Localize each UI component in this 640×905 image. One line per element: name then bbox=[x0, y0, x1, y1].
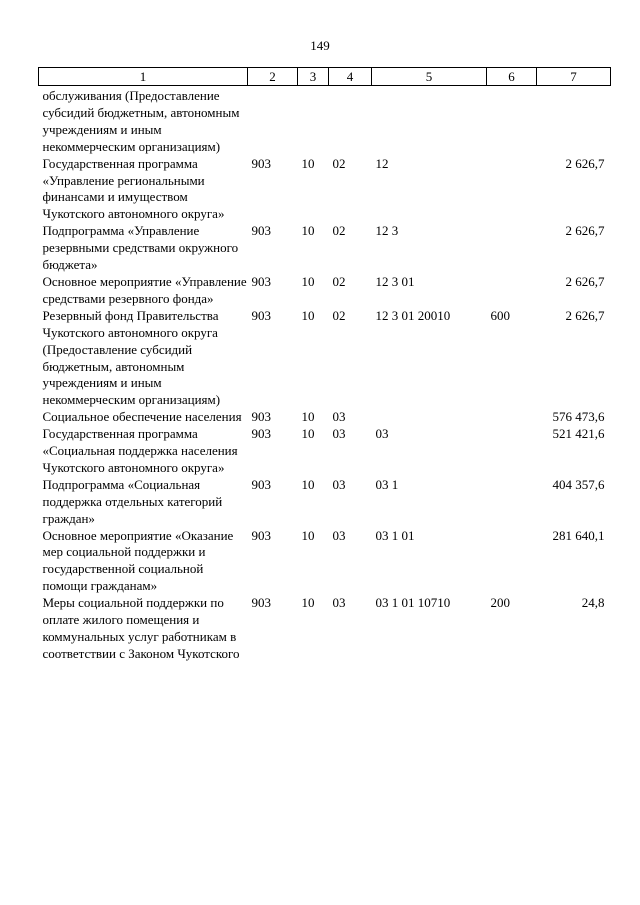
header-row bbox=[39, 68, 611, 86]
row-target-article: 12 3 bbox=[375, 223, 399, 239]
row-subsection: 03 bbox=[332, 476, 346, 492]
row-admin-code: 903 bbox=[251, 426, 271, 442]
row-expense-type bbox=[487, 409, 537, 426]
row-name: Основное мероприятие «Оказание мер социальной поддержки и государственной социальной помощи гражданам» bbox=[42, 527, 234, 594]
row-section: 10 bbox=[301, 409, 315, 425]
row-subsection: 02 bbox=[332, 307, 346, 323]
row-amount: 2 626,7 bbox=[565, 155, 605, 171]
row-amount: 24,8 bbox=[581, 595, 605, 611]
column-header-4: 4 bbox=[329, 68, 372, 86]
row-name: Подпрограмма «Управление резервными средствами окружного бюджета» bbox=[42, 223, 239, 273]
column-header-2: 2 bbox=[248, 68, 298, 86]
row-expense-type bbox=[487, 426, 537, 477]
table-row bbox=[39, 528, 611, 596]
row-expense-type bbox=[487, 223, 537, 274]
row-admin-code: 903 bbox=[251, 307, 271, 323]
row-section bbox=[298, 86, 329, 156]
row-amount: 2 626,7 bbox=[565, 223, 605, 239]
row-subsection: 02 bbox=[332, 155, 346, 171]
table-row bbox=[39, 426, 611, 477]
column-header-1: 1 bbox=[39, 68, 248, 86]
row-amount: 281 640,1 bbox=[552, 527, 605, 543]
row-expense-type bbox=[487, 528, 537, 596]
table-row bbox=[39, 156, 611, 224]
row-section: 10 bbox=[301, 595, 315, 611]
row-expense-type: 200 bbox=[490, 595, 510, 611]
row-section: 10 bbox=[301, 426, 315, 442]
row-target-article: 12 3 01 bbox=[375, 273, 415, 289]
row-section: 10 bbox=[301, 223, 315, 239]
table-row bbox=[39, 409, 611, 426]
row-subsection: 03 bbox=[332, 595, 346, 611]
row-amount: 2 626,7 bbox=[565, 273, 605, 289]
row-target-article bbox=[372, 409, 487, 426]
row-admin-code: 903 bbox=[251, 409, 271, 425]
row-target-article: 03 1 01 10710 bbox=[375, 595, 451, 611]
row-name: Государственная программа «Управление региональными финансами и имуществом Чукотского автономного округа» bbox=[42, 155, 225, 222]
row-section: 10 bbox=[301, 273, 315, 289]
row-name: Основное мероприятие «Управление средствами резервного фонда» bbox=[42, 273, 247, 306]
table-body bbox=[39, 86, 611, 663]
row-subsection: 02 bbox=[332, 223, 346, 239]
row-expense-type bbox=[487, 477, 537, 528]
row-admin-code: 903 bbox=[251, 223, 271, 239]
row-expense-type bbox=[487, 274, 537, 308]
row-amount: 576 473,6 bbox=[552, 409, 605, 425]
table-row bbox=[39, 223, 611, 274]
row-subsection: 02 bbox=[332, 273, 346, 289]
row-section: 10 bbox=[301, 307, 315, 323]
row-admin-code: 903 bbox=[251, 155, 271, 171]
row-amount bbox=[537, 86, 611, 156]
page-number: 149 bbox=[310, 38, 330, 53]
table-header bbox=[39, 68, 611, 86]
row-section: 10 bbox=[301, 527, 315, 543]
row-admin-code bbox=[248, 86, 298, 156]
table-row bbox=[39, 308, 611, 409]
column-header-7: 7 bbox=[537, 68, 611, 86]
table-row bbox=[39, 477, 611, 528]
row-amount: 521 421,6 bbox=[552, 426, 605, 442]
row-admin-code: 903 bbox=[251, 595, 271, 611]
row-name: Меры социальной поддержки по оплате жилого помещения и коммунальных услуг работникам в соответствии с Законом Чукотского bbox=[42, 595, 240, 661]
column-header-5: 5 bbox=[372, 68, 487, 86]
row-admin-code: 903 bbox=[251, 527, 271, 543]
column-header-3: 3 bbox=[298, 68, 329, 86]
table-row bbox=[39, 86, 611, 156]
row-section: 10 bbox=[301, 476, 315, 492]
row-admin-code: 903 bbox=[251, 476, 271, 492]
row-subsection: 03 bbox=[332, 527, 346, 543]
row-admin-code: 903 bbox=[251, 273, 271, 289]
row-subsection: 03 bbox=[332, 426, 346, 442]
row-target-article: 03 1 01 bbox=[375, 527, 415, 543]
row-section: 10 bbox=[301, 155, 315, 171]
row-amount: 404 357,6 bbox=[552, 476, 605, 492]
row-name: Подпрограмма «Социальная поддержка отдельных категорий граждан» bbox=[42, 476, 223, 526]
row-name: обслуживания (Предоставление субсидий бюджетным, автономным учреждениям и иным некоммерческим организациям) bbox=[42, 88, 240, 154]
table-row bbox=[39, 595, 611, 663]
row-target-article: 03 bbox=[375, 426, 389, 442]
row-target-article: 12 bbox=[375, 155, 389, 171]
row-subsection: 03 bbox=[332, 409, 346, 425]
table-row bbox=[39, 274, 611, 308]
row-target-article: 12 3 01 20010 bbox=[375, 307, 451, 323]
row-name: Резервный фонд Правительства Чукотского автономного округа (Предоставление субсидий бюджетным, автономным учреждениям и иным некоммерческим организациям) bbox=[42, 307, 221, 408]
budget-table bbox=[38, 67, 611, 663]
row-target-article bbox=[372, 86, 487, 156]
row-target-article: 03 1 bbox=[375, 476, 399, 492]
row-subsection bbox=[329, 86, 372, 156]
column-header-6: 6 bbox=[487, 68, 537, 86]
row-name: Социальное обеспечение населения bbox=[42, 409, 242, 425]
row-expense-type: 600 bbox=[490, 307, 510, 323]
row-expense-type bbox=[487, 156, 537, 224]
row-name: Государственная программа «Социальная поддержка населения Чукотского автономного округа» bbox=[42, 426, 238, 475]
row-amount: 2 626,7 bbox=[565, 307, 605, 323]
row-expense-type bbox=[487, 86, 537, 156]
